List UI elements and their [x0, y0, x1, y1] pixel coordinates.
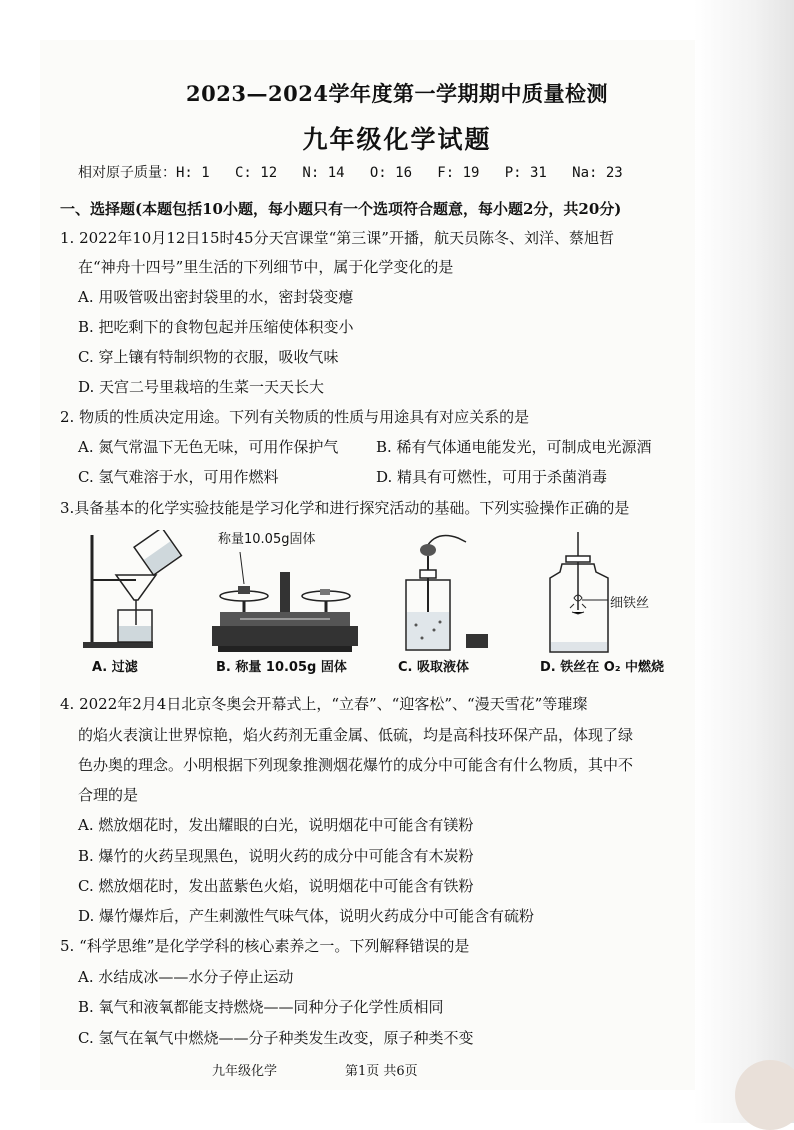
q4-stem-line4: 合理的是 — [78, 786, 139, 804]
q3-iron-wire-label: 细铁丝 — [610, 596, 650, 611]
q4-option-a: A. 燃放烟花时，发出耀眼的白光，说明烟花中可能含有镁粉 — [78, 816, 474, 834]
q3-figures — [78, 530, 678, 680]
footer-page-number: 第1页 共6页 — [345, 1064, 418, 1079]
atomic-mass-line: 相对原子质量：H: 1 C: 12 N: 14 O: 16 F: 19 P: 31 Na: 23 — [78, 165, 623, 181]
q1-option-c: C. 穿上镶有特制织物的衣服，吸收气味 — [78, 348, 339, 366]
q4-stem-line2: 的焰火表演让世界惊艳，焰火药剂无重金属、低硫，均是高科技环保产品，体现了绿 — [78, 726, 634, 744]
footer-subject: 九年级化学 — [212, 1064, 278, 1079]
q4-option-c: C. 燃放烟花时，发出蓝紫色火焰，说明烟花中可能含有铁粉 — [78, 877, 474, 895]
q3-caption-d: D. 铁丝在 O₂ 中燃烧 — [540, 660, 665, 675]
q1-stem-line1: 1. 2022年10月12日15时45分天宫课堂“第三课”开播，航天员陈冬、刘洋、蔡旭哲 — [60, 229, 614, 247]
exam-title: 2023—2024学年度第一学期期中质量检测 — [186, 81, 608, 106]
q4-option-b: B. 爆竹的火药呈现黑色，说明火药的成分中可能含有木炭粉 — [78, 847, 474, 865]
q2-option-b: B. 稀有气体通电能发光，可制成电光源酒 — [376, 438, 652, 456]
balance-scale-figure — [210, 552, 360, 654]
q4-stem-line1: 4. 2022年2月4日北京冬奥会开幕式上，“立春”、“迎客松”、“漫天雪花”等璀璨 — [60, 695, 588, 713]
q3-caption-c: C. 吸取液体 — [398, 660, 470, 675]
q1-option-b: B. 把吃剩下的食物包起并压缩使体积变小 — [78, 318, 354, 336]
q3-caption-b: B. 称量 10.05g 固体 — [216, 660, 347, 675]
q1-option-a: A. 用吸管吸出密封袋里的水，密封袋变瘪 — [78, 288, 354, 306]
q2-option-a: A. 氮气常温下无色无味，可用作保护气 — [78, 438, 339, 456]
filtration-apparatus-figure — [78, 530, 198, 655]
q4-option-d: D. 爆竹爆炸后，产生刺激性气味气体，说明火药成分中可能含有硫粉 — [78, 907, 535, 925]
q2-stem: 2. 物质的性质决定用途。下列有关物质的性质与用途具有对应关系的是 — [60, 408, 530, 426]
q5-stem: 5. “科学思维”是化学学科的核心素养之一。下列解释错误的是 — [60, 937, 470, 955]
section-heading: 一、选择题(本题包括10小题，每小题只有一个选项符合题意，每小题2分，共20分) — [60, 200, 622, 218]
dropper-bottle-figure — [396, 530, 496, 655]
q2-option-d: D. 精具有可燃性，可用于杀菌消毒 — [376, 468, 608, 486]
q2-option-c: C. 氢气难溶于水，可用作燃料 — [78, 468, 279, 486]
exam-subtitle: 九年级化学试题 — [302, 125, 492, 154]
q1-stem-line2: 在“神舟十四号”里生活的下列细节中，属于化学变化的是 — [78, 258, 454, 276]
q3-caption-a: A. 过滤 — [92, 660, 138, 675]
q3-stem: 3.具备基本的化学实验技能是学习化学和进行探究活动的基础。下列实验操作正确的是 — [60, 499, 630, 517]
q5-option-b: B. 氧气和液氧都能支持燃烧——同种分子化学性质相同 — [78, 998, 444, 1016]
q5-option-c: C. 氢气在氧气中燃烧——分子种类发生改变，原子种类不变 — [78, 1029, 474, 1047]
q3-balance-label: 称量10.05g固体 — [218, 532, 316, 547]
scan-edge-shadow — [694, 0, 794, 1123]
q5-option-a: A. 水结成冰——水分子停止运动 — [78, 968, 294, 986]
q4-stem-line3: 色办奥的理念。小明根据下列现象推测烟花爆竹的成分中可能含有什么物质，其中不 — [78, 756, 634, 774]
q1-option-d: D. 天宫二号里栽培的生菜一天天长大 — [78, 378, 325, 396]
